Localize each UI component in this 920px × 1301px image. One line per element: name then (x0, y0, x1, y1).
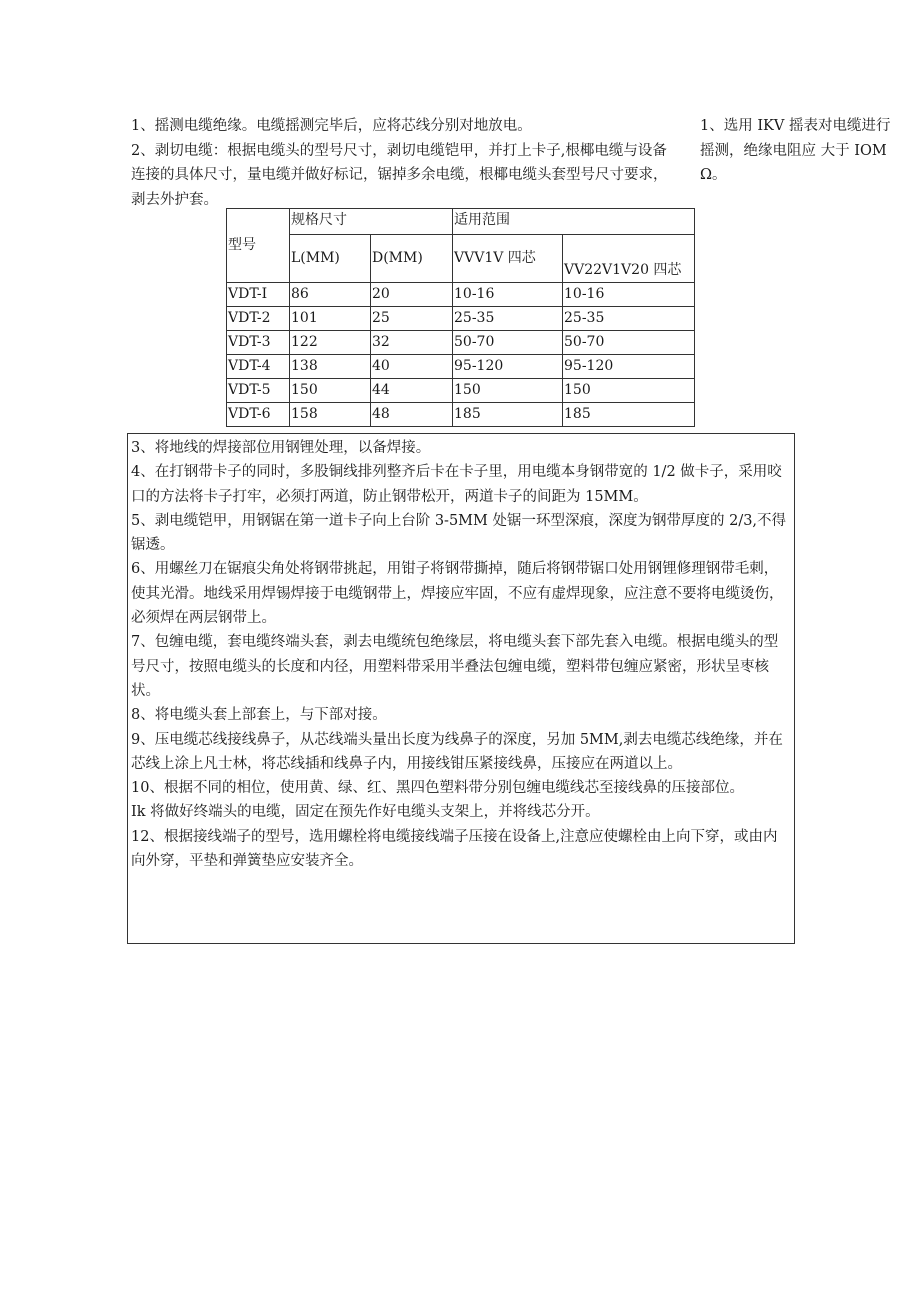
step-8: 8、将电缆头套上部套上，与下部对接。 (131, 707, 387, 724)
table-cell: 48 (371, 403, 453, 427)
table-cell: 50-70 (563, 331, 695, 355)
table-cell: VDT-I (227, 283, 290, 307)
table-cell: VDT-6 (227, 403, 290, 427)
side-note-text: 1、选用 IKV 摇表对电缆进行摇测，绝缘电阻应 大于 IOM Ω。 (700, 118, 891, 183)
table-cell: 138 (290, 355, 371, 379)
sub-header-l: L(MM) (290, 235, 371, 283)
step-1: 1、摇测电缆绝缘。电缆摇测完毕后，应将芯线分别对地放电。 (131, 118, 532, 134)
table-cell: 86 (290, 283, 371, 307)
sub-header-vv22: VV22V1V20 四芯 (563, 235, 695, 283)
table-cell: 10-16 (453, 283, 563, 307)
table-cell: 150 (453, 379, 563, 403)
table-subheader-row (227, 235, 695, 283)
table-cell: 44 (371, 379, 453, 403)
table-cell: 25-35 (563, 307, 695, 331)
table-row (227, 283, 695, 307)
sub-header-vvv: VVV1V 四芯 (453, 235, 563, 283)
table-cell: 95-120 (453, 355, 563, 379)
table-cell: 101 (290, 307, 371, 331)
spec-table (226, 208, 695, 427)
table-cell: 122 (290, 331, 371, 355)
sub-header-d: D(MM) (371, 235, 453, 283)
table-cell: VDT-4 (227, 355, 290, 379)
range-header: 适用范围 (453, 209, 695, 235)
table-row (227, 355, 695, 379)
table-row (227, 379, 695, 403)
table-cell: 150 (290, 379, 371, 403)
table-cell: 95-120 (563, 355, 695, 379)
table-row (227, 403, 695, 427)
step-5: 5、剥电缆铠甲，用钢锯在第一道卡子向上台阶 3-5MM 处锯一环型深痕，深度为钢带厚度的 2/3,不得锯透。 (131, 512, 787, 554)
step-11: Ik 将做好终端头的电缆，固定在预先作好电缆头支架上，并将线芯分开。 (131, 804, 600, 821)
size-header: 规格尺寸 (290, 209, 453, 235)
table-header-row (227, 209, 695, 235)
steps-box (127, 433, 795, 944)
intro-steps (131, 114, 679, 212)
table-row (227, 331, 695, 355)
step-12: 12、根据接线端子的型号，选用螺栓将电缆接线端子压接在设备上,注意应使螺栓由上向下穿，或由内向外穿，平垫和弹簧垫应安装齐全。 (131, 828, 778, 870)
table-cell: VDT-3 (227, 331, 290, 355)
table-cell: 40 (371, 355, 453, 379)
table-cell: 158 (290, 403, 371, 427)
step-10: 10、根据不同的相位，使用黄、绿、红、黑四色塑料带分别包缠电缆线芯至接线鼻的压接部位。 (131, 780, 744, 797)
step-6: 6、用螺丝刀在锯痕尖角处将钢带挑起，用钳子将钢带撕掉，随后将钢带锯口处用钢锂修理钢带毛刺，使其光滑。地线采用焊锡焊接于电缆钢带上，焊接应牢固，不应有虚焊现象，应注意不要将电缆烫伤，必须焊在两层钢带上。 (131, 561, 784, 627)
step-2: 2、剥切电缆：根据电缆头的型号尺寸，剥切电缆铠甲，并打上卡子,根椰电缆与设备连接的具体尺寸，量电缆并做好标记，锯掉多余电缆，根椰电缆头套型号尺寸要求，剥去外护套。 (131, 142, 668, 208)
model-header: 型号 (227, 209, 290, 283)
table-cell: 10-16 (563, 283, 695, 307)
table-cell: 25 (371, 307, 453, 331)
step-3: 3、将地线的焊接部位用钢锂处理，以备焊接。 (131, 440, 431, 456)
table-cell: 150 (563, 379, 695, 403)
table-row (227, 307, 695, 331)
table-cell: 25-35 (453, 307, 563, 331)
step-4: 4、在打钢带卡子的同时，多股铜线排列整齐后卡在卡子里，用电缆本身钢带宽的 1/2 做卡子，采用咬口的方法将卡子打牢，必须打两道，防止钢带松开，两道卡子的间距为 15MM。 (131, 464, 782, 505)
table-cell: 185 (453, 403, 563, 427)
table-cell: 50-70 (453, 331, 563, 355)
step-9: 9、压电缆芯线接线鼻子，从芯线端头量出长度为线鼻子的深度，另加 5MM,剥去电缆芯线绝缘，并在芯线上涂上凡士林，将芯线插和线鼻子内，用接线钳压紧接线鼻，压接应在两道以上。 (131, 731, 783, 772)
table-cell: VDT-2 (227, 307, 290, 331)
step-7: 7、包缠电缆，套电缆终端头套，剥去电缆统包绝缘层，将电缆头套下部先套入电缆。根据电缆头的型号尺寸，按照电缆头的长度和内径，用塑料带采用半叠法包缠电缆，塑料带包缠应紧密，形状呈枣核状。 (131, 634, 779, 699)
table-cell: 32 (371, 331, 453, 355)
side-note (700, 114, 898, 188)
table-cell: 185 (563, 403, 695, 427)
table-cell: 20 (371, 283, 453, 307)
table-cell: VDT-5 (227, 379, 290, 403)
